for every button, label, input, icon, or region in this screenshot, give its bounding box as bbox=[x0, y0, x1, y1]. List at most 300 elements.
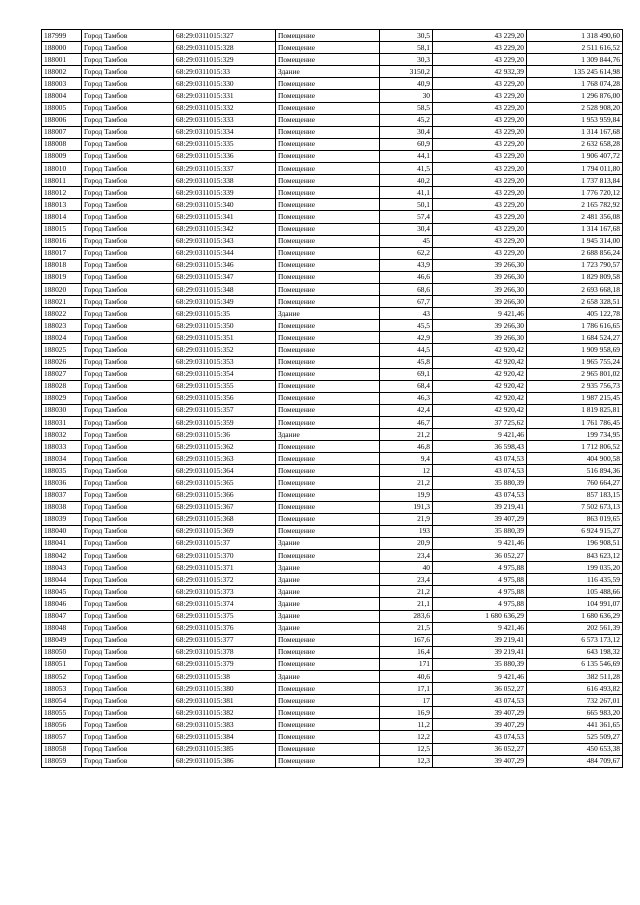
table-row bbox=[42, 598, 623, 610]
cadastral-value-cell: 199 734,95 bbox=[527, 429, 623, 441]
area-cell: 43,9 bbox=[380, 259, 433, 271]
city-cell: Город Тамбов bbox=[82, 235, 174, 247]
table-row bbox=[42, 283, 623, 295]
row-number-cell: 188047 bbox=[42, 610, 82, 622]
object-type-cell: Помещение bbox=[276, 695, 380, 707]
row-number-cell: 188054 bbox=[42, 695, 82, 707]
row-number-cell: 188002 bbox=[42, 66, 82, 78]
unit-value-cell: 39 407,29 bbox=[433, 707, 527, 719]
cadastral-value-cell: 1 761 786,45 bbox=[527, 417, 623, 429]
object-type-cell: Помещение bbox=[276, 477, 380, 489]
city-cell: Город Тамбов bbox=[82, 429, 174, 441]
unit-value-cell: 4 975,88 bbox=[433, 562, 527, 574]
unit-value-cell: 39 407,29 bbox=[433, 719, 527, 731]
table-row bbox=[42, 646, 623, 658]
table-row bbox=[42, 296, 623, 308]
table-row bbox=[42, 90, 623, 102]
city-cell: Город Тамбов bbox=[82, 163, 174, 175]
city-cell: Город Тамбов bbox=[82, 380, 174, 392]
row-number-cell: 188015 bbox=[42, 223, 82, 235]
cadastral-number-cell: 68:29:0311015:376 bbox=[174, 622, 276, 634]
area-cell: 45,8 bbox=[380, 356, 433, 368]
area-cell: 67,7 bbox=[380, 296, 433, 308]
table-row bbox=[42, 102, 623, 114]
city-cell: Город Тамбов bbox=[82, 513, 174, 525]
cadastral-number-cell: 68:29:0311015:351 bbox=[174, 332, 276, 344]
area-cell: 46,7 bbox=[380, 417, 433, 429]
object-type-cell: Помещение bbox=[276, 42, 380, 54]
table-row bbox=[42, 30, 623, 42]
cadastral-value-cell: 105 488,66 bbox=[527, 586, 623, 598]
cadastral-value-cell: 616 493,82 bbox=[527, 683, 623, 695]
cadastral-value-cell: 1 314 167,68 bbox=[527, 223, 623, 235]
table-row bbox=[42, 247, 623, 259]
cadastral-number-cell: 68:29:0311015:369 bbox=[174, 525, 276, 537]
object-type-cell: Помещение bbox=[276, 211, 380, 223]
row-number-cell: 188037 bbox=[42, 489, 82, 501]
cadastral-number-cell: 68:29:0311015:362 bbox=[174, 441, 276, 453]
row-number-cell: 188045 bbox=[42, 586, 82, 598]
object-type-cell: Помещение bbox=[276, 731, 380, 743]
table-row bbox=[42, 138, 623, 150]
unit-value-cell: 43 229,20 bbox=[433, 54, 527, 66]
area-cell: 21,2 bbox=[380, 477, 433, 489]
city-cell: Город Тамбов bbox=[82, 441, 174, 453]
row-number-cell: 188039 bbox=[42, 513, 82, 525]
area-cell: 46,8 bbox=[380, 441, 433, 453]
object-type-cell: Помещение bbox=[276, 646, 380, 658]
table-row bbox=[42, 175, 623, 187]
cadastral-value-cell: 857 183,15 bbox=[527, 489, 623, 501]
unit-value-cell: 42 932,39 bbox=[433, 66, 527, 78]
city-cell: Город Тамбов bbox=[82, 501, 174, 513]
city-cell: Город Тамбов bbox=[82, 731, 174, 743]
row-number-cell: 188034 bbox=[42, 453, 82, 465]
object-type-cell: Здание bbox=[276, 610, 380, 622]
cadastral-number-cell: 68:29:0311015:349 bbox=[174, 296, 276, 308]
city-cell: Город Тамбов bbox=[82, 102, 174, 114]
row-number-cell: 188004 bbox=[42, 90, 82, 102]
object-type-cell: Помещение bbox=[276, 90, 380, 102]
unit-value-cell: 35 880,39 bbox=[433, 477, 527, 489]
area-cell: 57,4 bbox=[380, 211, 433, 223]
object-type-cell: Помещение bbox=[276, 163, 380, 175]
cadastral-number-cell: 68:29:0311015:350 bbox=[174, 320, 276, 332]
area-cell: 21,2 bbox=[380, 586, 433, 598]
cadastral-number-cell: 68:29:0311015:370 bbox=[174, 550, 276, 562]
object-type-cell: Помещение bbox=[276, 344, 380, 356]
unit-value-cell: 39 266,30 bbox=[433, 259, 527, 271]
unit-value-cell: 43 074,53 bbox=[433, 465, 527, 477]
city-cell: Город Тамбов bbox=[82, 477, 174, 489]
cadastral-number-cell: 68:29:0311015:342 bbox=[174, 223, 276, 235]
unit-value-cell: 39 407,29 bbox=[433, 513, 527, 525]
cadastral-number-cell: 68:29:0311015:327 bbox=[174, 30, 276, 42]
table-row bbox=[42, 42, 623, 54]
cadastral-value-cell: 1 737 813,84 bbox=[527, 175, 623, 187]
table-row bbox=[42, 707, 623, 719]
unit-value-cell: 39 219,41 bbox=[433, 501, 527, 513]
row-number-cell: 188007 bbox=[42, 126, 82, 138]
table-row bbox=[42, 332, 623, 344]
city-cell: Город Тамбов bbox=[82, 138, 174, 150]
area-cell: 40,6 bbox=[380, 670, 433, 682]
cadastral-number-cell: 68:29:0311015:385 bbox=[174, 743, 276, 755]
city-cell: Город Тамбов bbox=[82, 320, 174, 332]
cadastral-number-cell: 68:29:0311015:332 bbox=[174, 102, 276, 114]
cadastral-value-cell: 1 965 755,24 bbox=[527, 356, 623, 368]
area-cell: 44,1 bbox=[380, 150, 433, 162]
city-cell: Город Тамбов bbox=[82, 223, 174, 235]
table-row bbox=[42, 513, 623, 525]
city-cell: Город Тамбов bbox=[82, 271, 174, 283]
city-cell: Город Тамбов bbox=[82, 42, 174, 54]
city-cell: Город Тамбов bbox=[82, 550, 174, 562]
city-cell: Город Тамбов bbox=[82, 30, 174, 42]
object-type-cell: Помещение bbox=[276, 453, 380, 465]
cadastral-value-cell: 863 019,65 bbox=[527, 513, 623, 525]
area-cell: 45,5 bbox=[380, 320, 433, 332]
unit-value-cell: 1 680 636,29 bbox=[433, 610, 527, 622]
area-cell: 40 bbox=[380, 562, 433, 574]
cadastral-value-cell: 1 309 844,76 bbox=[527, 54, 623, 66]
unit-value-cell: 39 266,30 bbox=[433, 271, 527, 283]
cadastral-number-cell: 68:29:0311015:340 bbox=[174, 199, 276, 211]
object-type-cell: Помещение bbox=[276, 707, 380, 719]
cadastral-value-cell: 525 509,27 bbox=[527, 731, 623, 743]
area-cell: 41,5 bbox=[380, 163, 433, 175]
city-cell: Город Тамбов bbox=[82, 707, 174, 719]
city-cell: Город Тамбов bbox=[82, 66, 174, 78]
cadastral-number-cell: 68:29:0311015:380 bbox=[174, 683, 276, 695]
cadastral-value-cell: 104 991,07 bbox=[527, 598, 623, 610]
unit-value-cell: 36 598,43 bbox=[433, 441, 527, 453]
table-row bbox=[42, 259, 623, 271]
city-cell: Город Тамбов bbox=[82, 404, 174, 416]
unit-value-cell: 4 975,88 bbox=[433, 586, 527, 598]
cadastral-value-cell: 2 632 658,28 bbox=[527, 138, 623, 150]
row-number-cell: 188017 bbox=[42, 247, 82, 259]
area-cell: 68,4 bbox=[380, 380, 433, 392]
object-type-cell: Здание bbox=[276, 429, 380, 441]
table-row bbox=[42, 404, 623, 416]
city-cell: Город Тамбов bbox=[82, 537, 174, 549]
cadastral-number-cell: 68:29:0311015:36 bbox=[174, 429, 276, 441]
table-row bbox=[42, 271, 623, 283]
area-cell: 46,3 bbox=[380, 392, 433, 404]
area-cell: 17,1 bbox=[380, 683, 433, 695]
cadastral-value-cell: 135 245 614,98 bbox=[527, 66, 623, 78]
cadastral-value-cell: 1 314 167,68 bbox=[527, 126, 623, 138]
cadastral-number-cell: 68:29:0311015:339 bbox=[174, 187, 276, 199]
cadastral-value-cell: 1 296 876,00 bbox=[527, 90, 623, 102]
unit-value-cell: 43 229,20 bbox=[433, 126, 527, 138]
area-cell: 58,1 bbox=[380, 42, 433, 54]
cadastral-number-cell: 68:29:0311015:348 bbox=[174, 283, 276, 295]
row-number-cell: 188046 bbox=[42, 598, 82, 610]
table-row bbox=[42, 211, 623, 223]
cadastral-number-cell: 68:29:0311015:33 bbox=[174, 66, 276, 78]
cadastral-number-cell: 68:29:0311015:372 bbox=[174, 574, 276, 586]
city-cell: Город Тамбов bbox=[82, 296, 174, 308]
row-number-cell: 188035 bbox=[42, 465, 82, 477]
document-page bbox=[41, 29, 623, 768]
cadastral-value-cell: 732 267,01 bbox=[527, 695, 623, 707]
table-row bbox=[42, 392, 623, 404]
city-cell: Город Тамбов bbox=[82, 695, 174, 707]
area-cell: 43 bbox=[380, 308, 433, 320]
area-cell: 21,5 bbox=[380, 622, 433, 634]
area-cell: 20,9 bbox=[380, 537, 433, 549]
row-number-cell: 188013 bbox=[42, 199, 82, 211]
unit-value-cell: 39 219,41 bbox=[433, 634, 527, 646]
city-cell: Город Тамбов bbox=[82, 610, 174, 622]
area-cell: 45,2 bbox=[380, 114, 433, 126]
city-cell: Город Тамбов bbox=[82, 683, 174, 695]
city-cell: Город Тамбов bbox=[82, 247, 174, 259]
cadastral-value-cell: 1 953 959,84 bbox=[527, 114, 623, 126]
object-type-cell: Помещение bbox=[276, 30, 380, 42]
city-cell: Город Тамбов bbox=[82, 392, 174, 404]
object-type-cell: Помещение bbox=[276, 489, 380, 501]
object-type-cell: Помещение bbox=[276, 175, 380, 187]
object-type-cell: Помещение bbox=[276, 356, 380, 368]
unit-value-cell: 43 229,20 bbox=[433, 211, 527, 223]
row-number-cell: 188059 bbox=[42, 755, 82, 767]
city-cell: Город Тамбов bbox=[82, 598, 174, 610]
object-type-cell: Здание bbox=[276, 586, 380, 598]
table-row bbox=[42, 719, 623, 731]
area-cell: 167,6 bbox=[380, 634, 433, 646]
unit-value-cell: 39 407,29 bbox=[433, 755, 527, 767]
city-cell: Город Тамбов bbox=[82, 126, 174, 138]
unit-value-cell: 4 975,88 bbox=[433, 574, 527, 586]
object-type-cell: Здание bbox=[276, 574, 380, 586]
cadastral-number-cell: 68:29:0311015:352 bbox=[174, 344, 276, 356]
cadastral-value-cell: 1 684 524,27 bbox=[527, 332, 623, 344]
cadastral-number-cell: 68:29:0311015:383 bbox=[174, 719, 276, 731]
cadastral-number-cell: 68:29:0311015:379 bbox=[174, 658, 276, 670]
table-row bbox=[42, 150, 623, 162]
area-cell: 21,9 bbox=[380, 513, 433, 525]
unit-value-cell: 39 266,30 bbox=[433, 296, 527, 308]
cadastral-number-cell: 68:29:0311015:336 bbox=[174, 150, 276, 162]
city-cell: Город Тамбов bbox=[82, 199, 174, 211]
object-type-cell: Помещение bbox=[276, 78, 380, 90]
unit-value-cell: 43 229,20 bbox=[433, 150, 527, 162]
cadastral-value-cell: 1 768 074,28 bbox=[527, 78, 623, 90]
cadastral-value-cell: 7 502 673,13 bbox=[527, 501, 623, 513]
city-cell: Город Тамбов bbox=[82, 525, 174, 537]
cadastral-number-cell: 68:29:0311015:338 bbox=[174, 175, 276, 187]
table-row bbox=[42, 78, 623, 90]
unit-value-cell: 43 229,20 bbox=[433, 247, 527, 259]
cadastral-value-cell: 1 906 407,72 bbox=[527, 150, 623, 162]
object-type-cell: Помещение bbox=[276, 380, 380, 392]
unit-value-cell: 36 052,27 bbox=[433, 743, 527, 755]
table-row bbox=[42, 453, 623, 465]
cadastral-number-cell: 68:29:0311015:357 bbox=[174, 404, 276, 416]
unit-value-cell: 43 229,20 bbox=[433, 42, 527, 54]
unit-value-cell: 43 229,20 bbox=[433, 163, 527, 175]
city-cell: Город Тамбов bbox=[82, 465, 174, 477]
row-number-cell: 188032 bbox=[42, 429, 82, 441]
table-row bbox=[42, 54, 623, 66]
area-cell: 42,4 bbox=[380, 404, 433, 416]
area-cell: 30,4 bbox=[380, 223, 433, 235]
row-number-cell: 188040 bbox=[42, 525, 82, 537]
row-number-cell: 188001 bbox=[42, 54, 82, 66]
row-number-cell: 188055 bbox=[42, 707, 82, 719]
area-cell: 40,2 bbox=[380, 175, 433, 187]
area-cell: 16,4 bbox=[380, 646, 433, 658]
area-cell: 23,4 bbox=[380, 574, 433, 586]
object-type-cell: Помещение bbox=[276, 513, 380, 525]
cadastral-value-cell: 196 908,51 bbox=[527, 537, 623, 549]
row-number-cell: 188049 bbox=[42, 634, 82, 646]
cadastral-value-table bbox=[41, 29, 623, 768]
unit-value-cell: 43 229,20 bbox=[433, 235, 527, 247]
unit-value-cell: 43 229,20 bbox=[433, 90, 527, 102]
cadastral-number-cell: 68:29:0311015:38 bbox=[174, 670, 276, 682]
object-type-cell: Помещение bbox=[276, 320, 380, 332]
cadastral-value-cell: 450 653,38 bbox=[527, 743, 623, 755]
unit-value-cell: 37 725,62 bbox=[433, 417, 527, 429]
area-cell: 58,5 bbox=[380, 102, 433, 114]
object-type-cell: Помещение bbox=[276, 501, 380, 513]
table-row bbox=[42, 658, 623, 670]
object-type-cell: Помещение bbox=[276, 247, 380, 259]
cadastral-value-cell: 760 664,27 bbox=[527, 477, 623, 489]
table-row bbox=[42, 477, 623, 489]
cadastral-value-cell: 441 361,65 bbox=[527, 719, 623, 731]
cadastral-number-cell: 68:29:0311015:382 bbox=[174, 707, 276, 719]
cadastral-value-cell: 843 623,12 bbox=[527, 550, 623, 562]
object-type-cell: Помещение bbox=[276, 719, 380, 731]
table-row bbox=[42, 344, 623, 356]
table-row bbox=[42, 489, 623, 501]
cadastral-number-cell: 68:29:0311015:371 bbox=[174, 562, 276, 574]
row-number-cell: 188010 bbox=[42, 163, 82, 175]
row-number-cell: 188022 bbox=[42, 308, 82, 320]
unit-value-cell: 9 421,46 bbox=[433, 537, 527, 549]
table-row bbox=[42, 126, 623, 138]
city-cell: Город Тамбов bbox=[82, 658, 174, 670]
city-cell: Город Тамбов bbox=[82, 54, 174, 66]
object-type-cell: Помещение bbox=[276, 235, 380, 247]
unit-value-cell: 42 920,42 bbox=[433, 392, 527, 404]
table-row bbox=[42, 368, 623, 380]
cadastral-value-cell: 199 035,20 bbox=[527, 562, 623, 574]
row-number-cell: 188027 bbox=[42, 368, 82, 380]
row-number-cell: 188042 bbox=[42, 550, 82, 562]
cadastral-number-cell: 68:29:0311015:359 bbox=[174, 417, 276, 429]
area-cell: 9,4 bbox=[380, 453, 433, 465]
row-number-cell: 188044 bbox=[42, 574, 82, 586]
city-cell: Город Тамбов bbox=[82, 719, 174, 731]
cadastral-value-cell: 1 712 806,52 bbox=[527, 441, 623, 453]
cadastral-value-cell: 643 198,32 bbox=[527, 646, 623, 658]
table-row bbox=[42, 380, 623, 392]
cadastral-number-cell: 68:29:0311015:331 bbox=[174, 90, 276, 102]
table-row bbox=[42, 235, 623, 247]
unit-value-cell: 43 074,53 bbox=[433, 489, 527, 501]
cadastral-number-cell: 68:29:0311015:335 bbox=[174, 138, 276, 150]
table-row bbox=[42, 610, 623, 622]
unit-value-cell: 43 074,53 bbox=[433, 695, 527, 707]
table-row bbox=[42, 465, 623, 477]
table-row bbox=[42, 525, 623, 537]
unit-value-cell: 43 229,20 bbox=[433, 30, 527, 42]
table-row bbox=[42, 187, 623, 199]
area-cell: 12,3 bbox=[380, 755, 433, 767]
row-number-cell: 188056 bbox=[42, 719, 82, 731]
cadastral-value-cell: 1 819 825,81 bbox=[527, 404, 623, 416]
city-cell: Город Тамбов bbox=[82, 344, 174, 356]
cadastral-value-cell: 202 561,39 bbox=[527, 622, 623, 634]
area-cell: 62,2 bbox=[380, 247, 433, 259]
cadastral-value-cell: 1 786 616,65 bbox=[527, 320, 623, 332]
table-row bbox=[42, 743, 623, 755]
area-cell: 191,3 bbox=[380, 501, 433, 513]
area-cell: 21,1 bbox=[380, 598, 433, 610]
area-cell: 16,9 bbox=[380, 707, 433, 719]
cadastral-number-cell: 68:29:0311015:374 bbox=[174, 598, 276, 610]
cadastral-value-cell: 2 935 756,73 bbox=[527, 380, 623, 392]
object-type-cell: Помещение bbox=[276, 658, 380, 670]
object-type-cell: Помещение bbox=[276, 441, 380, 453]
cadastral-number-cell: 68:29:0311015:377 bbox=[174, 634, 276, 646]
area-cell: 30,5 bbox=[380, 30, 433, 42]
row-number-cell: 188025 bbox=[42, 344, 82, 356]
table-row bbox=[42, 562, 623, 574]
object-type-cell: Помещение bbox=[276, 296, 380, 308]
table-body bbox=[42, 30, 623, 768]
unit-value-cell: 43 229,20 bbox=[433, 114, 527, 126]
object-type-cell: Помещение bbox=[276, 54, 380, 66]
row-number-cell: 188012 bbox=[42, 187, 82, 199]
city-cell: Город Тамбов bbox=[82, 453, 174, 465]
city-cell: Город Тамбов bbox=[82, 622, 174, 634]
table-row bbox=[42, 550, 623, 562]
unit-value-cell: 9 421,46 bbox=[433, 622, 527, 634]
unit-value-cell: 39 266,30 bbox=[433, 320, 527, 332]
table-row bbox=[42, 308, 623, 320]
cadastral-value-cell: 2 693 668,18 bbox=[527, 283, 623, 295]
object-type-cell: Помещение bbox=[276, 271, 380, 283]
row-number-cell: 188006 bbox=[42, 114, 82, 126]
table-row bbox=[42, 223, 623, 235]
area-cell: 283,6 bbox=[380, 610, 433, 622]
cadastral-number-cell: 68:29:0311015:344 bbox=[174, 247, 276, 259]
unit-value-cell: 9 421,46 bbox=[433, 308, 527, 320]
cadastral-value-cell: 6 924 915,27 bbox=[527, 525, 623, 537]
row-number-cell: 187999 bbox=[42, 30, 82, 42]
cadastral-value-cell: 1 909 958,69 bbox=[527, 344, 623, 356]
cadastral-value-cell: 516 894,36 bbox=[527, 465, 623, 477]
area-cell: 11,2 bbox=[380, 719, 433, 731]
row-number-cell: 188005 bbox=[42, 102, 82, 114]
table-row bbox=[42, 622, 623, 634]
cadastral-number-cell: 68:29:0311015:330 bbox=[174, 78, 276, 90]
cadastral-number-cell: 68:29:0311015:367 bbox=[174, 501, 276, 513]
row-number-cell: 188033 bbox=[42, 441, 82, 453]
area-cell: 193 bbox=[380, 525, 433, 537]
unit-value-cell: 42 920,42 bbox=[433, 344, 527, 356]
city-cell: Город Тамбов bbox=[82, 574, 174, 586]
cadastral-number-cell: 68:29:0311015:37 bbox=[174, 537, 276, 549]
table-row bbox=[42, 114, 623, 126]
